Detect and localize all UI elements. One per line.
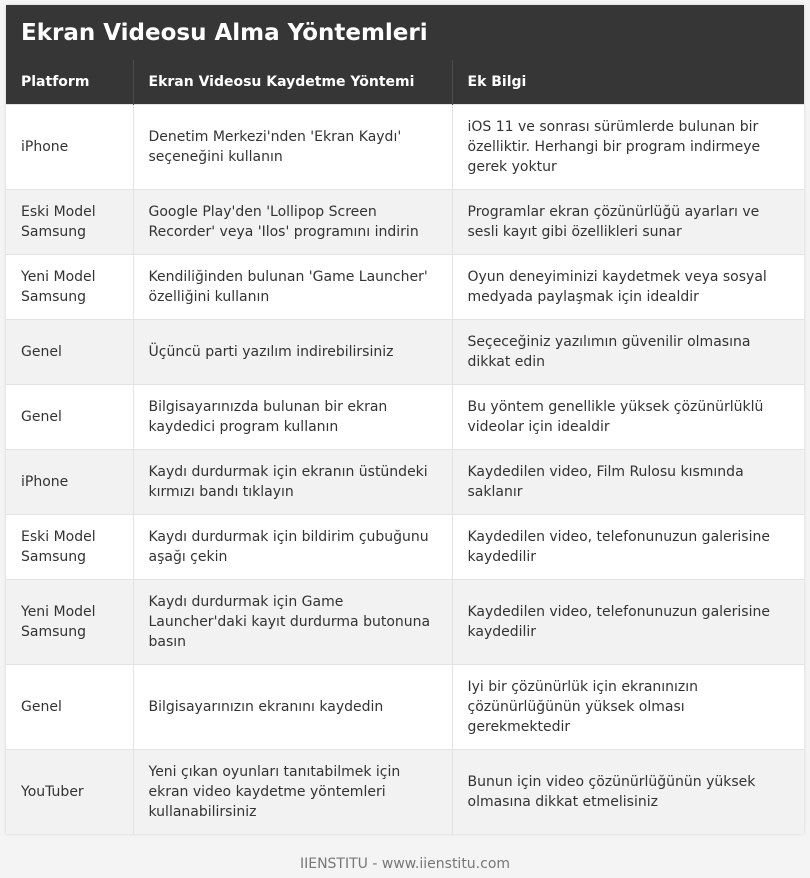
page-title: Ekran Videosu Alma Yöntemleri [6,5,804,60]
cell-method: Kaydı durdurmak için bildirim çubuğunu aşağı çekin [133,514,452,579]
cell-method: Yeni çıkan oyunları tanıtabilmek için ekran video kaydetme yöntemleri kullanabilirsiniz [133,749,452,834]
cell-method: Üçüncü parti yazılım indirebilirsiniz [133,319,452,384]
cell-info: Iyi bir çözünürlük için ekranınızın çözünürlüğünün yüksek olması gerekmektedir [452,664,804,749]
cell-method: Kaydı durdurmak için Game Launcher'daki kayıt durdurma butonuna basın [133,579,452,664]
cell-info: Kaydedilen video, telefonunuzun galerisine kaydedilir [452,514,804,579]
table-row [6,664,804,749]
cell-method: Kendiliğinden bulunan 'Game Launcher' özelliğini kullanın [133,254,452,319]
cell-platform: Eski Model Samsung [6,514,133,579]
table-row [6,449,804,514]
footer-credit: IIENSTITU - www.iienstitu.com [299,856,511,872]
cell-method: Denetim Merkezi'nden 'Ekran Kaydı' seçeneğini kullanın [133,104,452,189]
cell-info: iOS 11 ve sonrası sürümlerde bulunan bir özelliktir. Herhangi bir program indirmeye gerek yoktur [452,104,804,189]
cell-platform: Genel [6,384,133,449]
cell-platform: iPhone [6,449,133,514]
cell-platform: Genel [6,319,133,384]
table-row [6,384,804,449]
table-card [6,5,804,834]
cell-platform: Yeni Model Samsung [6,579,133,664]
table-row [6,749,804,834]
cell-info: Oyun deneyiminizi kaydetmek veya sosyal medyada paylaşmak için idealdir [452,254,804,319]
cell-platform: Yeni Model Samsung [6,254,133,319]
cell-info: Bu yöntem genellikle yüksek çözünürlüklü videolar için idealdir [452,384,804,449]
table-row [6,579,804,664]
column-header-method: Ekran Videosu Kaydetme Yöntemi [133,60,452,104]
cell-method: Bilgisayarınızda bulunan bir ekran kaydedici program kullanın [133,384,452,449]
table-row [6,104,804,189]
table-header [6,60,804,104]
cell-info: Kaydedilen video, Film Rulosu kısmında saklanır [452,449,804,514]
cell-method: Google Play'den 'Lollipop Screen Recorder' veya 'Ilos' programını indirin [133,189,452,254]
cell-platform: YouTuber [6,749,133,834]
table-row [6,514,804,579]
cell-info: Kaydedilen video, telefonunuzun galerisine kaydedilir [452,579,804,664]
table-row [6,189,804,254]
cell-info: Bunun için video çözünürlüğünün yüksek olmasına dikkat etmelisiniz [452,749,804,834]
cell-info: Seçeceğiniz yazılımın güvenilir olmasına dikkat edin [452,319,804,384]
table-row [6,319,804,384]
column-header-info: Ek Bilgi [452,60,804,104]
methods-table [6,60,804,834]
table-body [6,104,804,834]
cell-platform: Eski Model Samsung [6,189,133,254]
cell-method: Bilgisayarınızın ekranını kaydedin [133,664,452,749]
table-row [6,254,804,319]
cell-info: Programlar ekran çözünürlüğü ayarları ve sesli kayıt gibi özellikleri sunar [452,189,804,254]
column-header-platform: Platform [6,60,133,104]
cell-platform: Genel [6,664,133,749]
cell-platform: iPhone [6,104,133,189]
cell-method: Kaydı durdurmak için ekranın üstündeki kırmızı bandı tıklayın [133,449,452,514]
